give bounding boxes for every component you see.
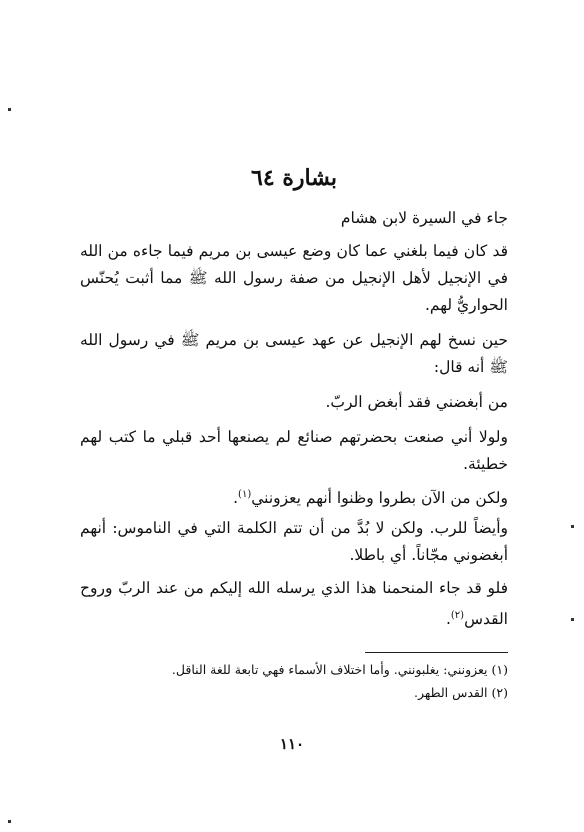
paragraph-8 [80, 575, 508, 633]
footnote-1: (١) يعزونني: يغلبونني. وأما اختلاف الأسماء فهي تابعة للغة الناقل. [171, 662, 508, 677]
scan-mark [571, 525, 574, 528]
footnote-ref-1[interactable]: (١) [238, 489, 252, 500]
paragraph-4: من أبغضني فقد أبغض الربّ. [325, 393, 508, 411]
page-number: ١١٠ [279, 735, 305, 753]
paragraph-3: حين نسخ لهم الإنجيل عن عهد عيسى بن مريم ﷺ في رسول الله ﷺ أنه قال: [80, 331, 508, 376]
paragraph-8-text: فلو قد جاء المنحمنا هذا الذي يرسله الله إليكم من عند الربّ وروح القدس [80, 579, 508, 629]
footnote-divider [365, 652, 508, 653]
footnote-2: (٢) القدس الطهر. [413, 685, 508, 700]
footnote-ref-2[interactable]: (٢) [450, 610, 465, 621]
scan-mark [8, 820, 11, 823]
paragraph-2: قد كان فيما بلغني عما كان وضع عيسى بن مريم فيما جاءه من الله في الإنجيل لأهل الإنجيل من صفة رسول الله ﷺ مما أثبت يُحنّس الحواريُّ لهم. [80, 242, 508, 314]
paragraph-8-tail: . [445, 610, 451, 629]
paragraph-5: ولولا أني صنعت بحضرتهم صنائع لم يصنعها أحد قبلي ما كتب لهم خطيئة. [80, 428, 508, 473]
paragraph-7: وأيضاً للرب. ولكن لا بُدَّ من أن تتم الكلمة التي في الناموس: أنهم أبغضوني مجّاناً. أي باطلا. [80, 519, 508, 564]
paragraph-6 [80, 481, 508, 512]
paragraph-1: جاء في السيرة لابن هشام [340, 209, 508, 227]
page-title: بشارة ٦٤ [251, 165, 337, 191]
scan-mark [8, 108, 11, 111]
paragraph-6-tail: . [233, 489, 239, 508]
paragraph-6-text: ولكن من الآن بطروا وظنوا أنهم يعزونني [251, 489, 508, 508]
scan-mark [571, 618, 574, 621]
